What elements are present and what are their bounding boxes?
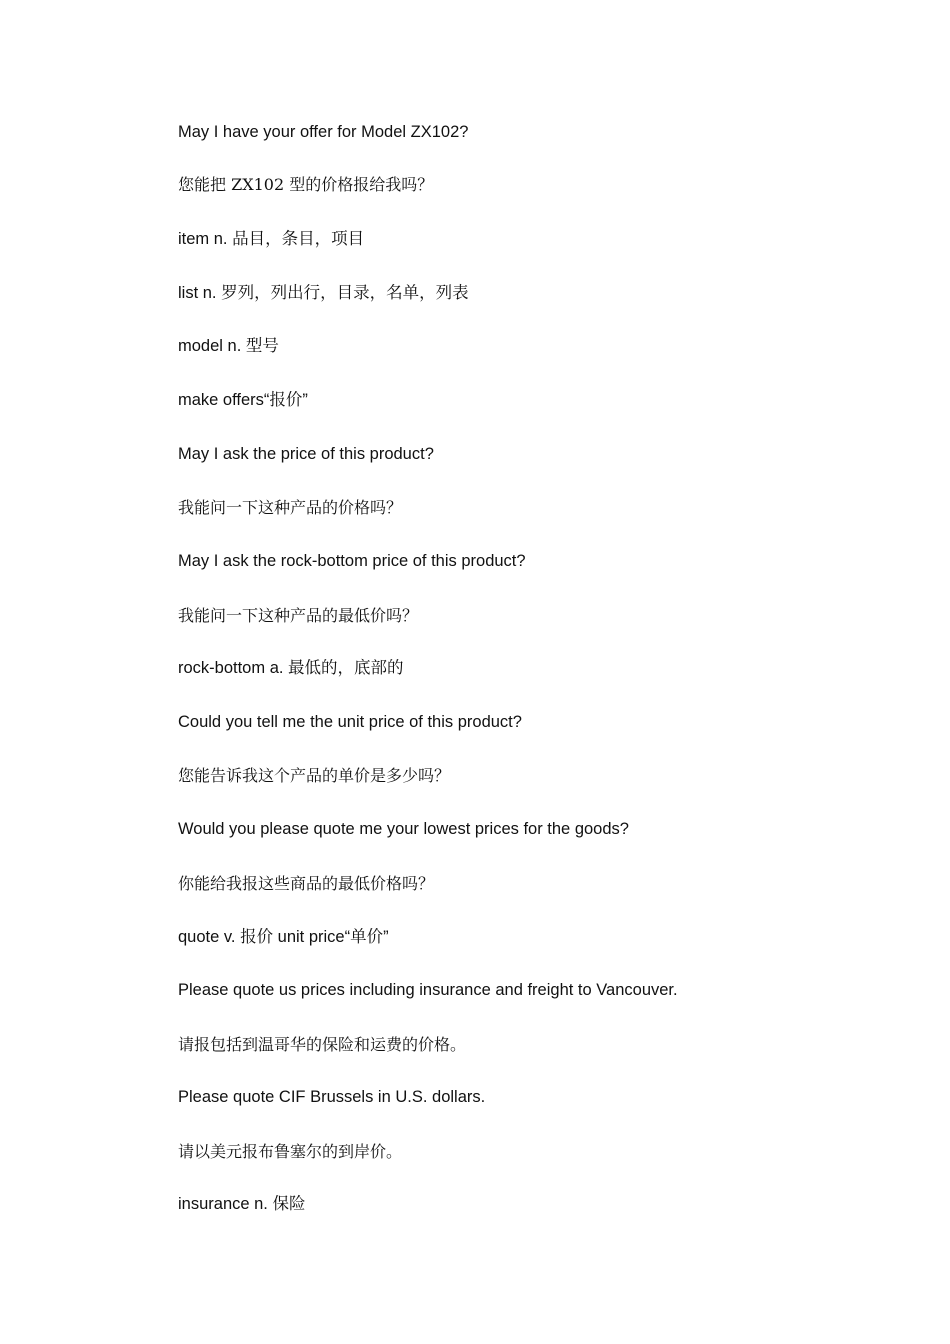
text-line-15: 你能给我报这些商品的最低价格吗？ bbox=[178, 874, 435, 893]
text-line-14: Would you please quote me your lowest prices for the goods? bbox=[178, 820, 629, 838]
text-line-11: rock-bottom a. 最低的，底部的 bbox=[178, 659, 404, 677]
text-line-3: item n. 品目，条目，项目 bbox=[178, 230, 365, 248]
text-line-10: 我能问一下这种产品的最低价吗？ bbox=[178, 606, 419, 625]
text-line-2: 您能把 ZX102 型的价格报给我吗？ bbox=[178, 175, 434, 194]
text-line-8: 我能问一下这种产品的价格吗？ bbox=[178, 498, 403, 517]
text-line-4: list n. 罗列，列出行，目录，名单，列表 bbox=[178, 284, 469, 302]
text-line-7: May I ask the price of this product? bbox=[178, 445, 434, 463]
text-line-16: quote v. 报价 unit price“单价” bbox=[178, 928, 389, 946]
text-line-17: Please quote us prices including insurance and freight to Vancouver. bbox=[178, 981, 678, 999]
text-line-9: May I ask the rock-bottom price of this product? bbox=[178, 552, 526, 570]
text-line-1: May I have your offer for Model ZX102? bbox=[178, 123, 469, 141]
text-line-5: model n. 型号 bbox=[178, 337, 279, 355]
text-line-12: Could you tell me the unit price of this product? bbox=[178, 713, 522, 731]
text-line-19: Please quote CIF Brussels in U.S. dollars. bbox=[178, 1088, 486, 1106]
text-line-6: make offers“报价” bbox=[178, 391, 308, 409]
text-line-20: 请以美元报布鲁塞尔的到岸价。 bbox=[178, 1142, 403, 1161]
text-line-13: 您能告诉我这个产品的单价是多少吗？ bbox=[178, 766, 451, 785]
text-line-18: 请报包括到温哥华的保险和运费的价格。 bbox=[178, 1035, 467, 1054]
text-line-21: insurance n. 保险 bbox=[178, 1195, 306, 1213]
